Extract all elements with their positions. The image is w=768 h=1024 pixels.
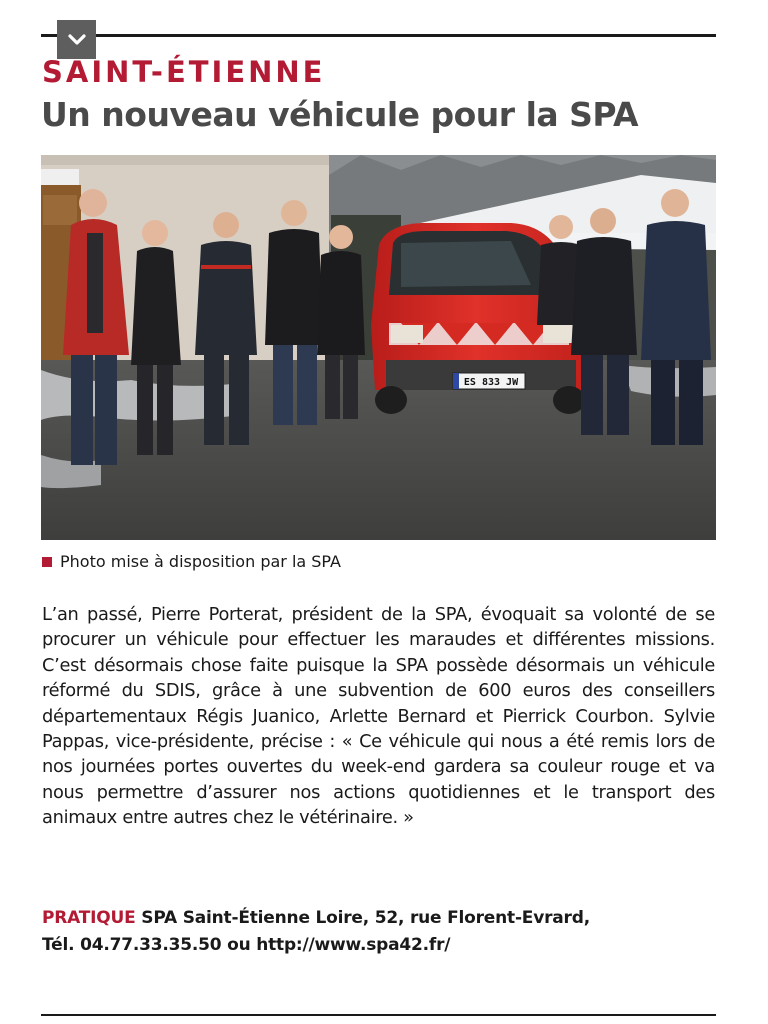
practical-contact: Tél. 04.77.33.35.50 ou http://www.spa42.fr/ [42, 935, 451, 955]
top-rule [41, 34, 716, 37]
photo-caption [42, 552, 341, 571]
section-kicker: SAINT-ÉTIENNE [42, 55, 326, 89]
practical-info [42, 905, 715, 959]
group-with-van-illustration [41, 155, 716, 540]
practical-address: SPA Saint-Étienne Loire, 52, rue Florent-Evrard, [141, 908, 590, 928]
collapse-button[interactable] [57, 20, 96, 59]
chevron-down-icon [67, 33, 87, 47]
license-plate: ES 833 JW [463, 377, 519, 388]
article-headline: Un nouveau véhicule pour la SPA [41, 95, 639, 134]
article-body: L’an passé, Pierre Porterat, président de la SPA, évoquait sa volonté de se procurer un véhicule pour effectuer les maraudes et différentes missions. C’est désormais chose faite puisque la SPA possède désormais un véhicule réformé du SDIS, grâce à une subvention de 600 euros des conseillers départementaux Régis Juanico, Arlette Bernard et Pierrick Courbon. Sylvie Pappas, vice-présidente, précise : « Ce véhicule qui nous a été remis lors de nos journées portes ouvertes du week-end gardera sa couleur rouge et va nous permettre d’assurer nos actions quotidiennes et le transport des animaux entre autres chez le vétérinaire. » [42, 604, 715, 829]
caption-marker-icon [42, 557, 52, 567]
photo-caption-text: Photo mise à disposition par la SPA [60, 552, 341, 571]
bottom-rule [41, 1014, 716, 1016]
article-photo [41, 155, 716, 540]
practical-label: PRATIQUE [42, 908, 136, 928]
